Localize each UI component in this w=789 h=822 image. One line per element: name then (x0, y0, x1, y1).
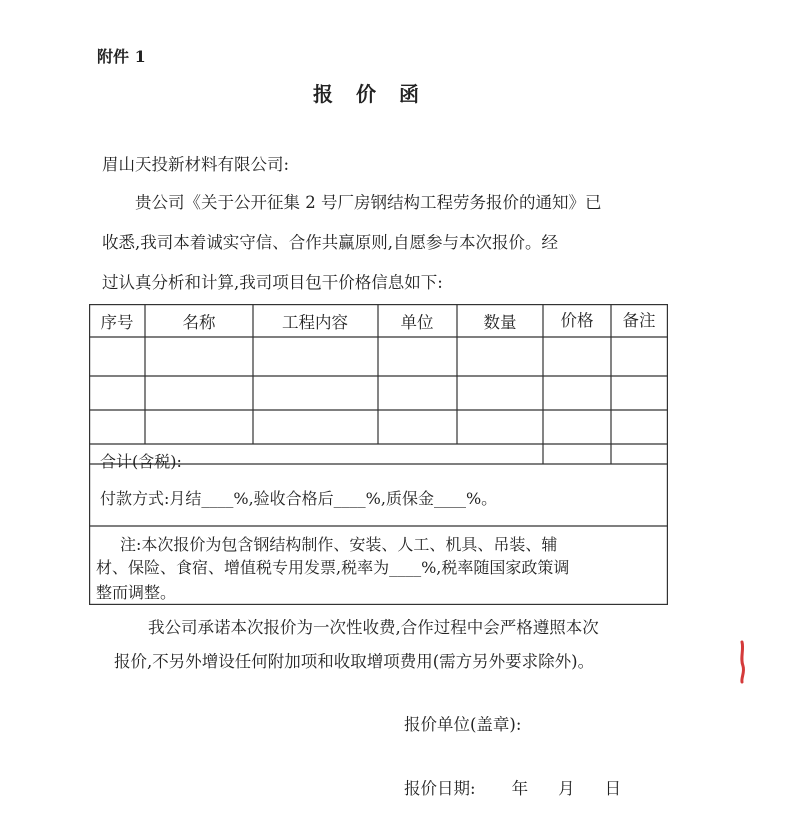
seal-mark (738, 640, 746, 684)
header-seq: 序号 (100, 313, 134, 332)
document-title: 报 价 函 (313, 82, 427, 106)
header-quantity: 数量 (483, 313, 517, 332)
month-label: 月 (558, 779, 575, 798)
year-label: 年 (511, 779, 529, 798)
quote-date-line (404, 775, 621, 799)
quote-date-label: 报价日期: (404, 779, 476, 798)
commitment-line-2: 报价,不另外增设任何附加项和收取增项费用(需方另外要求除外)。 (114, 652, 595, 671)
intro-line-1: 贵公司《关于公开征集 2 号厂房钢结构工程劳务报价的通知》已 (135, 193, 602, 212)
day-label: 日 (604, 779, 622, 798)
intro-line-2: 收悉,我司本着诚实守信、合作共赢原则,自愿参与本次报价。经 (102, 233, 558, 252)
intro-line-3: 过认真分析和计算,我司项目包干价格信息如下: (102, 273, 443, 292)
header-work-content: 工程内容 (282, 313, 348, 332)
quoting-unit-label: 报价单位(盖章): (404, 715, 522, 734)
attachment-label: 附件 1 (97, 47, 146, 66)
header-name: 名称 (182, 313, 216, 332)
note-line-2: 材、保险、食宿、增值税专用发票,税率为____%,税率随国家政策调 (96, 558, 570, 577)
commitment-line-1: 我公司承诺本次报价为一次性收费,合作过程中会严格遵照本次 (148, 618, 599, 637)
header-price: 价格 (560, 311, 594, 330)
note-line-3: 整而调整。 (96, 583, 177, 602)
note-line-1: 注:本次报价为包含钢结构制作、安装、人工、机具、吊装、辅 (120, 535, 558, 554)
payment-terms: 付款方式:月结____%,验收合格后____%,质保金____%。 (100, 489, 498, 508)
recipient-line: 眉山天投新材料有限公司: (102, 155, 290, 174)
total-row-label: 合计(含税): (100, 452, 182, 471)
header-remarks: 备注 (622, 311, 656, 330)
header-unit: 单位 (400, 313, 434, 332)
